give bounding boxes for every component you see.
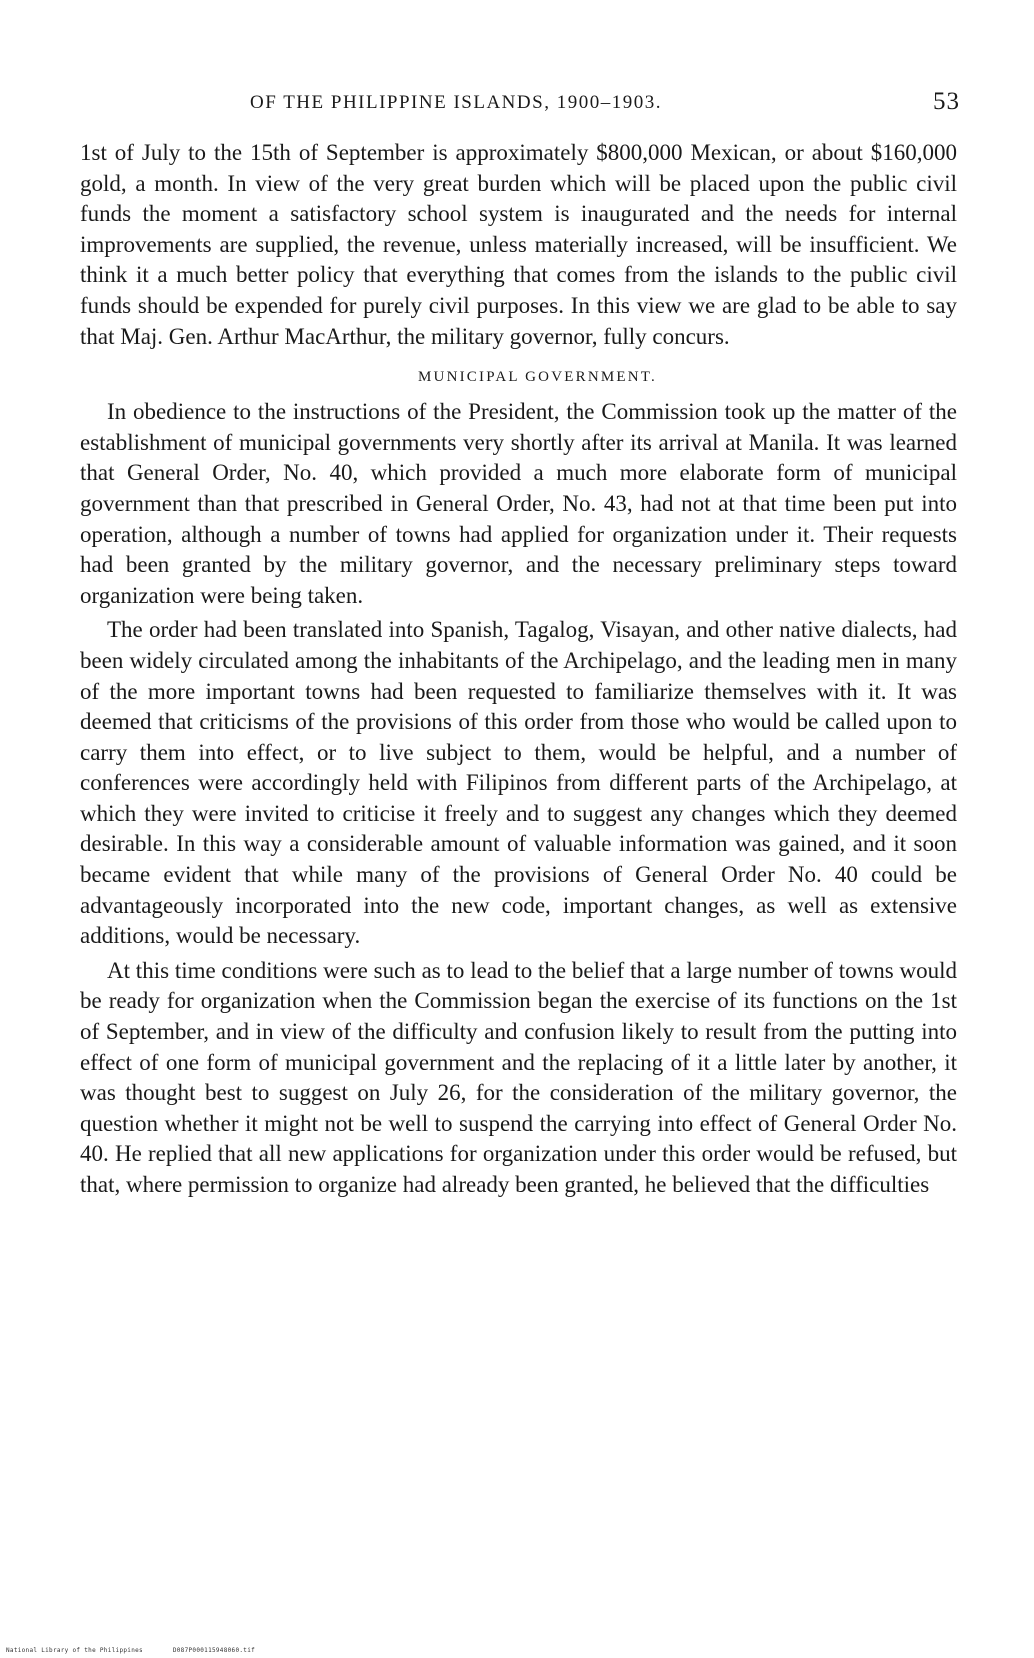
- file-name: D087P000115948060.tif: [172, 1647, 256, 1654]
- paragraph: The order had been translated into Spanish, Tagalog, Visayan, and other native dialects, had been widely circulated among the inhabitants of the Archipelago, and the leading men in many of the more important towns had been requested to familiarize themselves with it. It was deemed that criticisms of the provisions of this order from those who would be called upon to carry them into effect, or to live subject to them, would be helpful, and a number of conferences were accordingly held with Filipinos from different parts of the Archipelago, at which they were invited to criticise it freely and to suggest any changes which they deemed desirable. In this way a considerable amount of valuable information was gained, and it soon became evident that while many of the provisions of General Order No. 40 could be advantageously incorporated into the new code, important changes, as well as extensive additions, would be necessary.: [80, 617, 957, 949]
- scan-footer: [6, 1647, 255, 1654]
- running-title: OF THE PHILIPPINE ISLANDS, 1900–1903.: [250, 92, 662, 113]
- page-number: 53: [933, 88, 960, 115]
- library-note: National Library of the Philippines: [6, 1647, 143, 1654]
- paragraph: At this time conditions were such as to lead to the belief that a large number of towns would be ready for organization when the Commission began the exercise of its functions on the 1st of September, and in view of the difficulty and confusion likely to result from the putting into effect of one form of municipal government and the replacing of it a little later by another, it was thought best to suggest on July 26, for the consideration of the military governor, the question whether it might not be well to suspend the carrying into effect of General Order No. 40. He replied that all new applications for organization under this order would be refused, but that, where permission to organize had already been granted, he believed that the difficulties: [80, 957, 957, 1197]
- paragraph: In obedience to the instructions of the President, the Commission took up the matter of the establishment of municipal governments very shortly after its arrival at Manila. It was learned that General Order, No. 40, which provided a much more elaborate form of municipal government than that prescribed in General Order, No. 43, had not at that time been put into operation, although a number of towns had applied for organization under it. Their requests had been granted by the military governor, and the necessary preliminary steps toward organization were being taken.: [80, 399, 957, 608]
- section-heading: MUNICIPAL GOVERNMENT.: [418, 369, 657, 386]
- body-text: [80, 138, 957, 1201]
- paragraph-continuation: 1st of July to the 15th of September is approximately $800,000 Mexican, or about $160,000 gold, a month. In view of the very great burden which will be placed upon the public civil funds the moment a satisfactory school system is inaugurated and the needs for internal improvements are supplied, the revenue, unless materially increased, will be insufficient. We think it a much better policy that everything that comes from the islands to the public civil funds should be expended for purely civil purposes. In this view we are glad to be able to say that Maj. Gen. Arthur MacArthur, the military governor, fully concurs.: [80, 140, 957, 349]
- running-head: [80, 86, 960, 122]
